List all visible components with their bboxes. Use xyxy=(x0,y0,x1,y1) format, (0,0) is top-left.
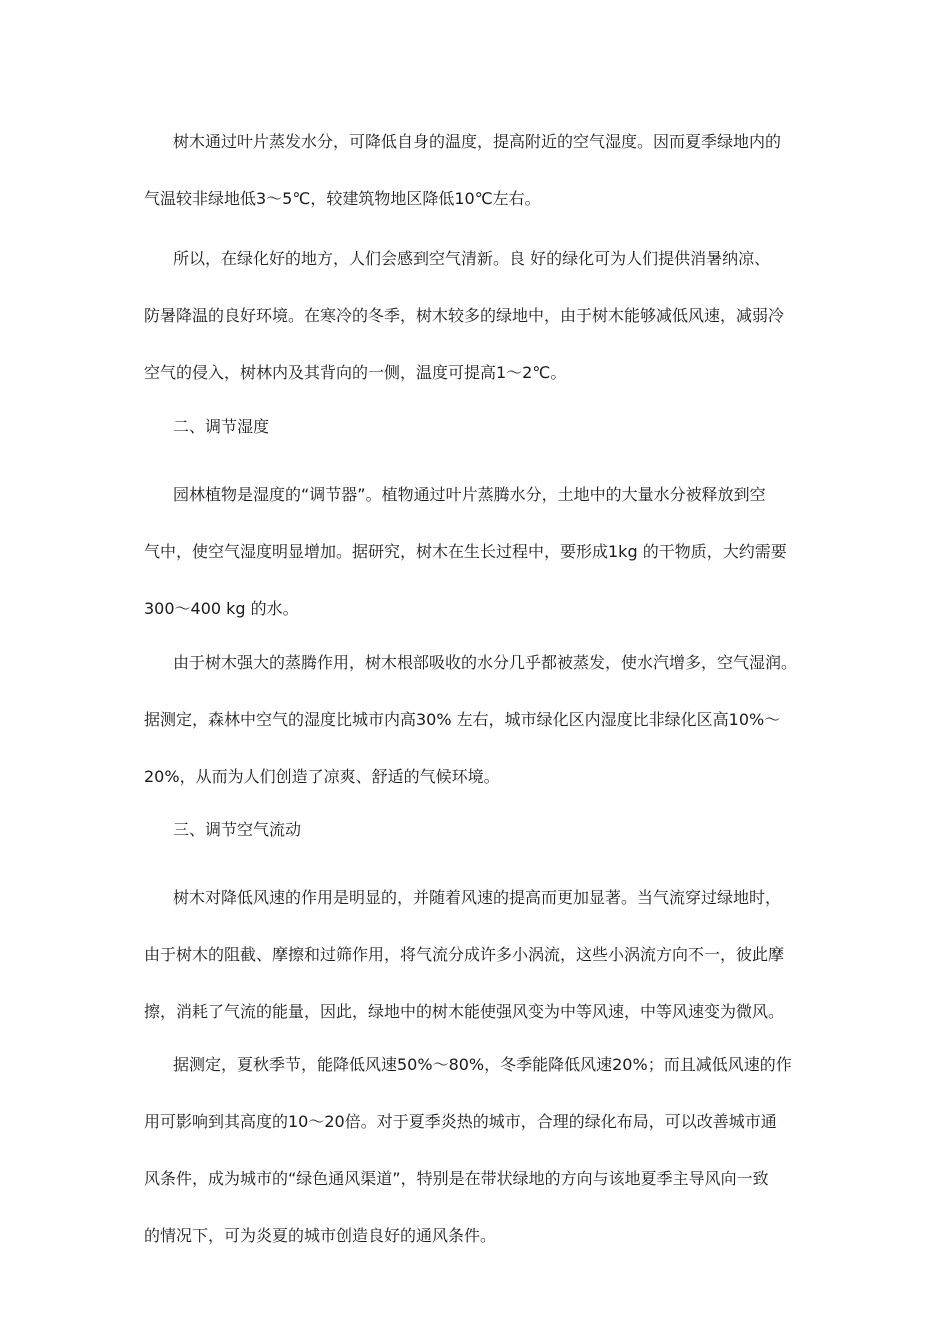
text-line: 园林植物是湿度的“调节器”。植物通过叶片蒸腾水分，土地中的大量水分被释放到空 xyxy=(173,485,766,504)
text-line: 气中，使空气湿度明显增加。据研究，树木在生长过程中，要形成1kg 的干物质，大约需要 xyxy=(144,542,787,561)
paragraph-3 xyxy=(144,466,812,637)
section-heading-humidity: 二、调节湿度 xyxy=(173,417,270,436)
text-line: 防暑降温的良好环境。在寒冷的冬季，树木较多的绿地中，由于树木能够减低风速，减弱冷 xyxy=(144,306,785,325)
paragraph-1 xyxy=(144,113,812,227)
text-line: 由于树木强大的蒸腾作用，树木根部吸收的水分几乎都被蒸发，使水汽增多，空气湿润。 xyxy=(173,653,798,672)
text-line: 擦，消耗了气流的能量，因此，绿地中的树木能使强风变为中等风速，中等风速变为微风。 xyxy=(144,1002,785,1021)
text-line: 据测定，森林中空气的湿度比城市内高30% 左右，城市绿化区内湿度比非绿化区高10%～ xyxy=(144,710,781,729)
text-line: 风条件，成为城市的“绿色通风渠道”，特别是在带状绿地的方向与该地夏季主导风向一致 xyxy=(144,1169,769,1188)
paragraph-5 xyxy=(144,869,812,1040)
paragraph-6 xyxy=(144,1036,812,1264)
text-line: 300～400 kg 的水。 xyxy=(144,599,299,618)
paragraph-4 xyxy=(144,634,812,805)
text-line: 的情况下，可为炎夏的城市创造良好的通风条件。 xyxy=(144,1226,497,1245)
text-line: 用可影响到其高度的10～20倍。对于夏季炎热的城市，合理的绿化布局，可以改善城市通 xyxy=(144,1112,777,1131)
text-line: 所以，在绿化好的地方，人们会感到空气清新。良 好的绿化可为人们提供消暑纳凉、 xyxy=(173,249,771,268)
text-line: 据测定，夏秋季节，能降低风速50%～80%，冬季能降低风速20%；而且减低风速的作 xyxy=(173,1055,792,1074)
paragraph-2 xyxy=(144,230,812,401)
text-line: 树木通过叶片蒸发水分，可降低自身的温度，提高附近的空气湿度。因而夏季绿地内的 xyxy=(173,132,782,151)
section-heading-airflow: 三、调节空气流动 xyxy=(173,820,302,839)
text-line: 20%，从而为人们创造了凉爽、舒适的气候环境。 xyxy=(144,767,500,786)
text-line: 由于树木的阻截、摩擦和过筛作用，将气流分成许多小涡流，这些小涡流方向不一，彼此摩 xyxy=(144,945,785,964)
text-line: 树木对降低风速的作用是明显的，并随着风速的提高而更加显著。当气流穿过绿地时， xyxy=(173,888,782,907)
text-line: 气温较非绿地低3～5℃，较建筑物地区降低10℃左右。 xyxy=(144,189,541,208)
text-line: 空气的侵入，树林内及其背向的一侧，温度可提高1～2℃。 xyxy=(144,363,567,382)
